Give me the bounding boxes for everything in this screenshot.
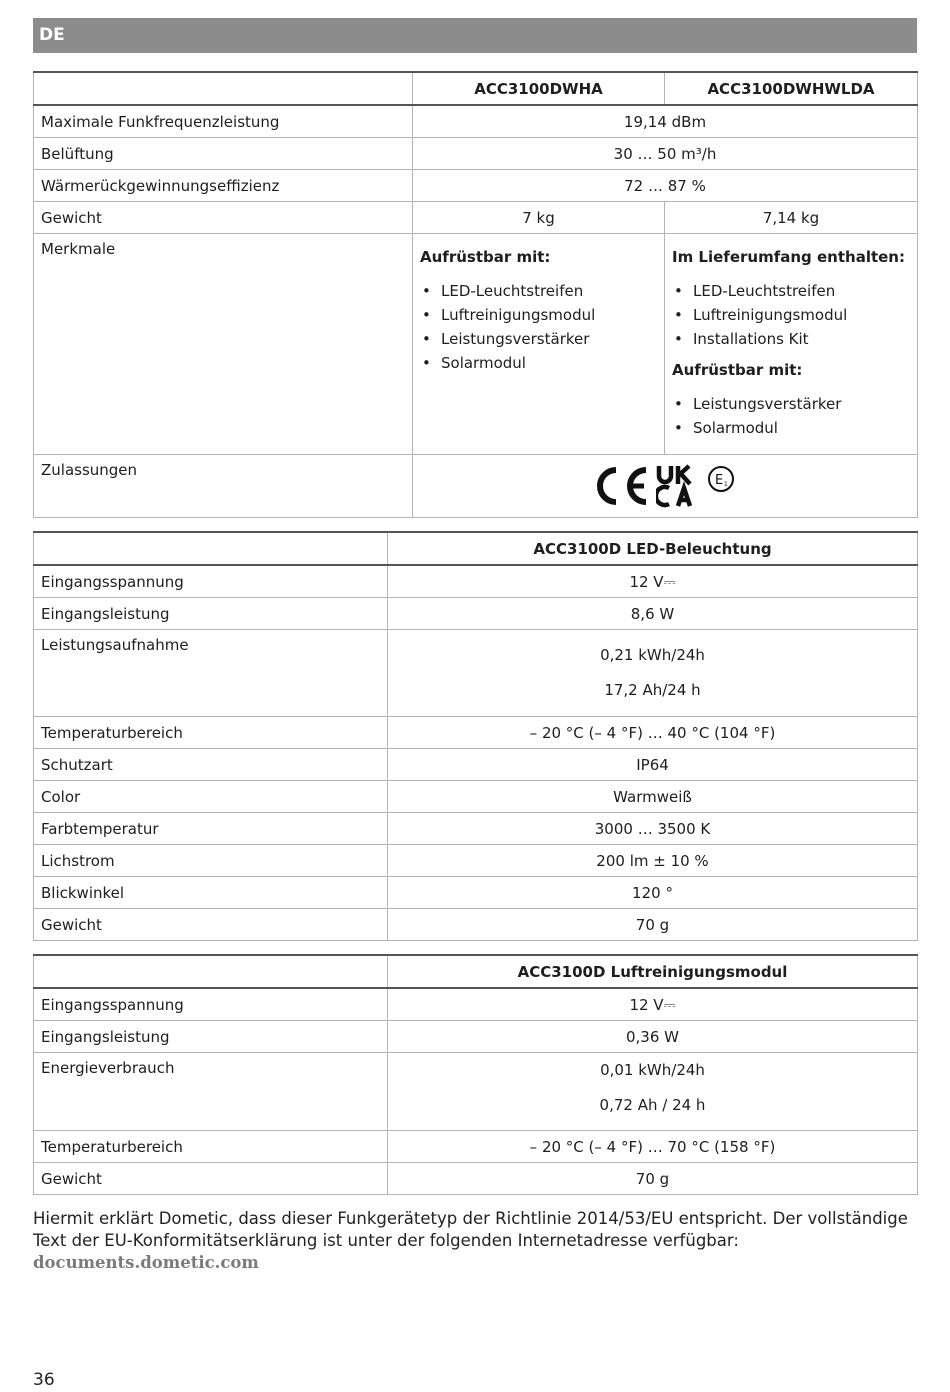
row-value: 0,01 kWh/24h [600,1061,705,1079]
table-row [34,138,918,170]
spec-table-air-purifier [33,954,918,1195]
table-row [34,749,918,781]
row-value-b: 7,14 kg [665,202,918,234]
row-value: 70 g [388,909,918,941]
row-value-multi [388,630,918,717]
header-title: ACC3100D Luftreinigungsmodul [388,955,918,988]
row-label: Eingangsspannung [34,988,388,1021]
row-value: 120 ° [388,877,918,909]
table-row [34,813,918,845]
row-label: Eingangsleistung [34,598,388,630]
language-code: DE [39,25,65,45]
page-number: 36 [33,1370,55,1390]
row-value: 0,36 W [388,1021,918,1053]
row-label: Maximale Funkfrequenzleistung [34,105,413,138]
features-list [672,279,910,351]
features-list [420,279,657,375]
row-value-multi [388,1053,918,1131]
row-label: Merkmale [34,234,413,455]
header-model-b: ACC3100DWHWLDA [665,72,918,105]
row-label: Temperaturbereich [34,717,388,749]
row-value: – 20 °C (– 4 °F) … 40 °C (104 °F) [388,717,918,749]
table-row [34,781,918,813]
conformity-note [33,1208,917,1274]
table-row [34,630,918,717]
list-item: • LED-Leuchtstreifen [672,279,910,303]
table-row [34,1131,918,1163]
list-item: • Luftreinigungsmodul [420,303,657,327]
row-value-secondary: 0,72 Ah / 24 h [599,1096,706,1114]
row-label: Leistungsaufnahme [34,630,388,717]
table-row [34,717,918,749]
ce-mark-icon [594,466,650,506]
table-row [34,565,918,598]
documents-link[interactable]: documents.dometic.com [33,1253,259,1272]
row-label: Farbtemperatur [34,813,388,845]
table-header-row [34,955,918,988]
row-value-a: 7 kg [413,202,665,234]
header-empty [34,532,388,565]
row-label: Gewicht [34,202,413,234]
spec-table-led [33,531,918,941]
row-value: 0,21 kWh/24h [600,646,705,664]
features-list [672,392,910,440]
table-row [34,1053,918,1131]
row-value: 200 lm ± 10 % [388,845,918,877]
row-value: 12 V⎓ [388,565,918,598]
row-label: Blickwinkel [34,877,388,909]
row-value: 30 … 50 m³/h [413,138,918,170]
features-heading: Im Lieferumfang enthalten: [672,248,905,266]
list-item: • Solarmodul [672,416,910,440]
row-value-secondary: 17,2 Ah/24 h [604,681,701,699]
list-item: • LED-Leuchtstreifen [420,279,657,303]
row-label: Belüftung [34,138,413,170]
table-row [34,202,918,234]
table-row [34,598,918,630]
svg-text:E: E [715,473,724,488]
row-label: Gewicht [34,1163,388,1195]
header-empty [34,955,388,988]
svg-text:1: 1 [724,481,728,488]
row-value: 72 … 87 % [413,170,918,202]
list-item: • Leistungsverstärker [420,327,657,351]
row-value: IP64 [388,749,918,781]
table-row [34,877,918,909]
spec-table-main [33,71,918,518]
header-title: ACC3100D LED-Beleuchtung [388,532,918,565]
row-label: Zulassungen [34,455,413,518]
ukca-mark-icon [656,464,700,508]
table-row [34,845,918,877]
row-value: 70 g [388,1163,918,1195]
table-row [34,170,918,202]
row-label: Eingangsleistung [34,1021,388,1053]
features-row [34,234,918,455]
features-model-a [413,234,665,455]
approval-marks [413,455,918,518]
row-label: Color [34,781,388,813]
row-value: 8,6 W [388,598,918,630]
row-label: Eingangsspannung [34,565,388,598]
features-model-b [665,234,918,455]
list-item: • Leistungsverstärker [672,392,910,416]
row-value: 19,14 dBm [413,105,918,138]
header-model-a: ACC3100DWHA [413,72,665,105]
table-row [34,105,918,138]
row-label: Schutzart [34,749,388,781]
conformity-text: Hiermit erklärt Dometic, dass dieser Funkgerätetyp der Richtlinie 2014/53/EU entspricht. Der vollständige Text der EU-Konformitätserklärung ist unter der folgenden Internetadresse verfügbar: [33,1209,908,1250]
features-heading: Aufrüstbar mit: [420,248,551,266]
list-item: • Installations Kit [672,327,910,351]
language-bar [33,18,917,53]
list-item: • Luftreinigungsmodul [672,303,910,327]
list-item: • Solarmodul [420,351,657,375]
e-mark-icon [706,464,736,494]
row-value: – 20 °C (– 4 °F) … 70 °C (158 °F) [388,1131,918,1163]
row-label: Wärmerückgewinnungseffizienz [34,170,413,202]
row-value: 3000 … 3500 K [388,813,918,845]
features-heading: Aufrüstbar mit: [672,361,803,379]
approvals-row [34,455,918,518]
table-row [34,909,918,941]
header-empty [34,72,413,105]
row-value: 12 V⎓ [388,988,918,1021]
row-value: Warmweiß [388,781,918,813]
row-label: Temperaturbereich [34,1131,388,1163]
table-row [34,1163,918,1195]
table-row [34,988,918,1021]
table-header-row [34,532,918,565]
row-label: Energieverbrauch [34,1053,388,1131]
row-label: Lichstrom [34,845,388,877]
row-label: Gewicht [34,909,388,941]
table-row [34,1021,918,1053]
table-header-row [34,72,918,105]
